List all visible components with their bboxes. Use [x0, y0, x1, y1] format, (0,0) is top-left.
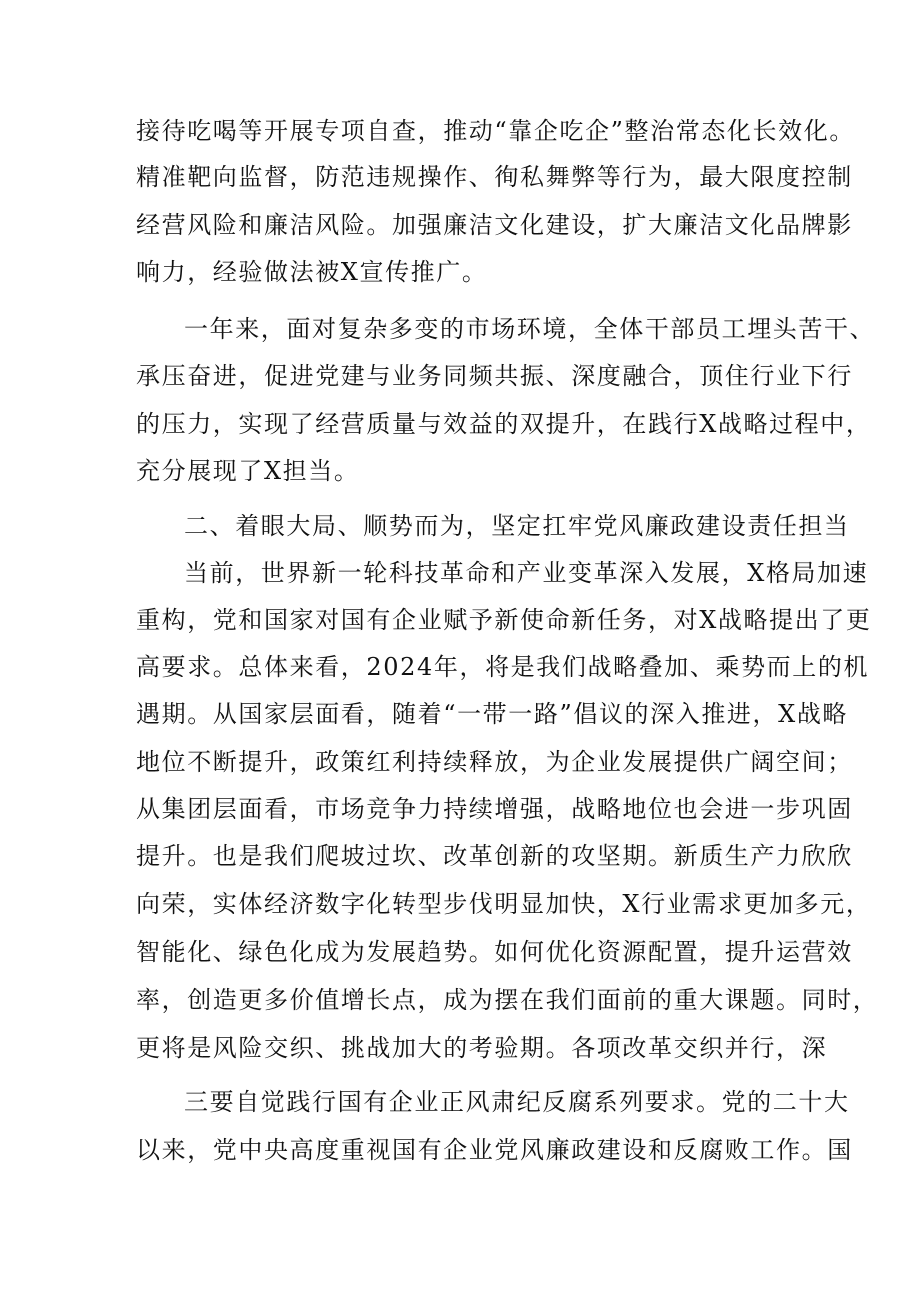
paragraph-line: 从集团层面看，市场竞争力持续增强，战略地位也会进一步巩固 [136, 795, 853, 823]
paragraph-line: 承压奋进，促进党建与业务同频共振、深度融合，顶住行业下行 [136, 362, 853, 390]
paragraph-line: 的压力，实现了经营质量与效益的双提升，在践行X战略过程中， [136, 410, 872, 438]
paragraph-line: 更将是风险交织、挑战加大的考验期。各项改革交织并行，深 [136, 1034, 828, 1062]
paragraph-line: 提升。也是我们爬坡过坎、改革创新的攻坚期。新质生产力欣欣 [136, 842, 853, 870]
paragraph-line: 接待吃喝等开展专项自查，推动“靠企吃企”整治常态化长效化。 [136, 117, 855, 145]
paragraph-line: 当前，世界新一轮科技革命和产业变革深入发展，X格局加速 [184, 559, 869, 587]
paragraph-line: 地位不断提升，政策红利持续释放，为企业发展提供广阔空间； [136, 748, 853, 776]
paragraph-line: 高要求。总体来看，2024年，将是我们战略叠加、乘势而上的机 [136, 653, 870, 681]
paragraph-line: 以来，党中央高度重视国有企业党风廉政建设和反腐败工作。国 [136, 1136, 853, 1164]
paragraph-line: 三要自觉践行国有企业正风肃纪反腐系列要求。党的二十大 [184, 1088, 850, 1116]
paragraph-line: 精准靶向监督，防范违规操作、徇私舞弊等行为，最大限度控制 [136, 163, 853, 191]
paragraph-line: 智能化、绿色化成为发展趋势。如何优化资源配置，提升运营效 [136, 938, 853, 966]
paragraph-line: 遇期。从国家层面看，随着“一带一路”倡议的深入推进，X战略 [136, 700, 849, 728]
paragraph-line: 经营风险和廉洁风险。加强廉洁文化建设，扩大廉洁文化品牌影 [136, 211, 853, 239]
paragraph-line: 一年来，面对复杂多变的市场环境，全体干部员工埋头苦干、 [184, 315, 876, 343]
paragraph-line: 重构，党和国家对国有企业赋予新使命新任务，对X战略提出了更 [136, 606, 872, 634]
paragraph-line: 率，创造更多价值增长点，成为摆在我们面前的重大课题。同时， [136, 986, 879, 1014]
section-heading: 二、着眼大局、顺势而为，坚定扛牢党风廉政建设责任担当 [184, 512, 850, 540]
paragraph-line: 响力，经验做法被X宣传推广。 [136, 258, 488, 286]
paragraph-line: 向荣，实体经济数字化转型步伐明显加快，X行业需求更加多元， [136, 890, 872, 918]
paragraph-line: 充分展现了X担当。 [136, 457, 360, 485]
